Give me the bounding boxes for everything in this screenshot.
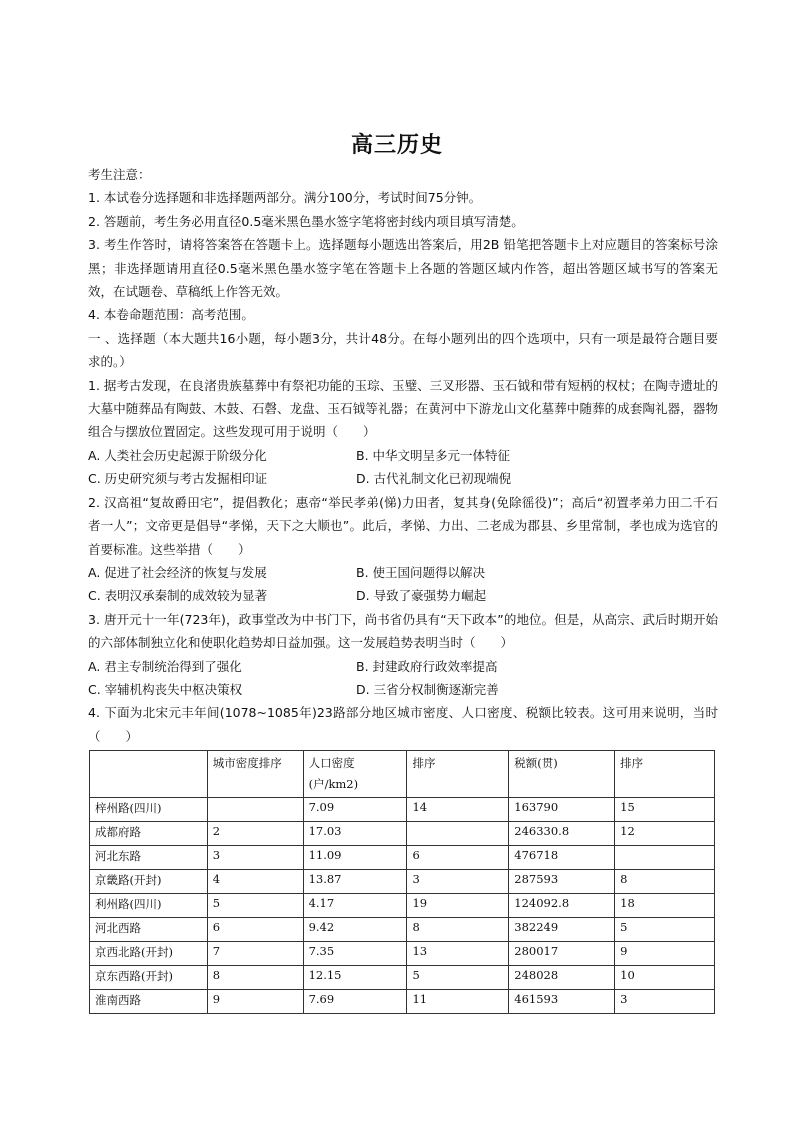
table-row — [90, 846, 715, 870]
table-cell: 7.09 — [303, 798, 407, 822]
option-b: B. 封建政府行政效率提高 — [356, 658, 498, 674]
notice-4: 4. 本卷命题范围：高考范围。 — [88, 307, 254, 323]
section-heading: 一 、选择题（本大题共16小题，每小题3分，共计48分。在每小题列出的四个选项中，只有一项是最符合题目要求的。） — [88, 330, 718, 370]
table-cell: 京东西路(开封) — [90, 966, 208, 990]
table-cell: 6 — [407, 846, 509, 870]
table-row — [90, 798, 715, 822]
option-c: C. 历史研究须与考古发掘相印证 — [88, 471, 268, 487]
table-cell: 9.42 — [303, 918, 407, 942]
option-d: D. 三省分权制衡逐渐完善 — [356, 681, 499, 697]
table-cell: 成都府路 — [90, 822, 208, 846]
table-cell: 6 — [207, 918, 303, 942]
table-cell: 5 — [207, 894, 303, 918]
table-cell: 248028 — [509, 966, 615, 990]
table-cell: 7 — [207, 942, 303, 966]
notice-1: 1. 本试卷分选择题和非选择题两部分。满分100分，考试时间75分钟。 — [88, 190, 482, 206]
table-row — [90, 822, 715, 846]
table-cell: 246330.8 — [509, 822, 615, 846]
table-header-row — [90, 751, 715, 798]
table-cell: 461593 — [509, 990, 615, 1014]
table-cell: 8 — [615, 870, 715, 894]
page-title: 高三历史 — [350, 133, 443, 158]
table-header-cell: 排序 — [615, 751, 715, 798]
table-row — [90, 870, 715, 894]
table-header-cell: 城市密度排序 — [207, 751, 303, 798]
table-row — [90, 990, 715, 1014]
table-cell: 河北东路 — [90, 846, 208, 870]
table-cell: 124092.8 — [509, 894, 615, 918]
question-3-stem: 3. 唐开元十一年(723年)，政事堂改为中书门下，尚书省仍具有“天下政本”的地位。但是，从高宗、武后时期开始的六部体制独立化和使职化趋势却日益加强。这一发展趋势表明当时（ ） — [88, 611, 718, 651]
table-cell: 7.69 — [303, 990, 407, 1014]
table-cell: 287593 — [509, 870, 615, 894]
table-cell: 14 — [407, 798, 509, 822]
table-cell: 9 — [207, 990, 303, 1014]
table-cell: 8 — [207, 966, 303, 990]
table-cell: 15 — [615, 798, 715, 822]
table-cell: 2 — [207, 822, 303, 846]
table-cell: 5 — [615, 918, 715, 942]
table-cell: 19 — [407, 894, 509, 918]
option-b: B. 使王国问题得以解决 — [356, 564, 486, 580]
table-cell: 河北西路 — [90, 918, 208, 942]
table-cell: 3 — [407, 870, 509, 894]
table-cell: 11.09 — [303, 846, 407, 870]
table-cell: 17.03 — [303, 822, 407, 846]
option-a: A. 促进了社会经济的恢复与发展 — [88, 564, 267, 580]
table-row — [90, 918, 715, 942]
table-cell: 280017 — [509, 942, 615, 966]
table-cell: 4 — [207, 870, 303, 894]
table-cell: 13 — [407, 942, 509, 966]
table-header-cell: 排序 — [407, 751, 509, 798]
option-c: C. 表明汉承秦制的成效较为显著 — [88, 588, 268, 604]
table-row — [90, 942, 715, 966]
table-cell: 梓州路(四川) — [90, 798, 208, 822]
exam-content — [88, 163, 718, 1014]
table-cell: 18 — [615, 894, 715, 918]
table-cell — [615, 846, 715, 870]
table-cell: 10 — [615, 966, 715, 990]
table-cell: 382249 — [509, 918, 615, 942]
data-table — [89, 750, 715, 1014]
option-a: A. 君主专制统治得到了强化 — [88, 658, 242, 674]
question-4-stem: 4. 下面为北宋元丰年间(1078~1085年)23路部分地区城市密度、人口密度、税额比较表。这可用来说明，当时（ ） — [88, 705, 718, 744]
option-d: D. 导致了豪强势力崛起 — [356, 588, 487, 604]
question-2-options-row-1 — [88, 561, 718, 584]
table-cell: 利州路(四川) — [90, 894, 208, 918]
table-cell: 京畿路(开封) — [90, 870, 208, 894]
table-cell: 11 — [407, 990, 509, 1014]
table-row — [90, 966, 715, 990]
question-1-options-row-2 — [88, 467, 718, 490]
table-cell: 淮南西路 — [90, 990, 208, 1014]
question-2-stem: 2. 汉高祖“复故爵田宅”，提倡教化；惠帝“举民孝弟(悌)力田者，复其身(免除徭役)”；高后“初置孝弟力田二千石者一人”；文帝更是倡导“孝悌，天下之大顺也”。此后，孝悌、力出、二老成为郡县、乡里常制，孝也成为选官的首要标准。这些举措（ ） — [88, 494, 718, 557]
table-cell — [207, 798, 303, 822]
question-2-options-row-2 — [88, 584, 718, 607]
table-cell: 7.35 — [303, 942, 407, 966]
table-cell: 12 — [615, 822, 715, 846]
option-c: C. 宰辅机构丧失中枢决策权 — [88, 681, 243, 697]
question-3-options-row-2 — [88, 678, 718, 701]
table-cell: 476718 — [509, 846, 615, 870]
option-a: A. 人类社会历史起源于阶级分化 — [88, 447, 267, 463]
table-cell: 163790 — [509, 798, 615, 822]
table-cell: 13.87 — [303, 870, 407, 894]
table-cell: 京西北路(开封) — [90, 942, 208, 966]
option-d: D. 古代礼制文化已初现端倪 — [356, 471, 512, 487]
question-1-stem: 1. 据考古发现，在良渚贵族墓葬中有祭祀功能的玉琮、玉璧、三叉形器、玉石钺和带有短柄的权杖；在陶寺遗址的大墓中随葬品有陶鼓、木鼓、石磬、龙盘、玉石钺等礼器；在黄河中下游龙山文化墓葬中随葬的成套陶礼器，器物组合与摆放位置固定。这些发现可用于说明（ ） — [88, 377, 718, 440]
table-cell: 8 — [407, 918, 509, 942]
question-1-options-row-1 — [88, 444, 718, 467]
table-cell — [407, 822, 509, 846]
table-cell: 3 — [615, 990, 715, 1014]
table-cell: 9 — [615, 942, 715, 966]
notice-2: 2. 答题前，考生务必用直径0.5毫米黑色墨水签字笔将密封线内项目填写清楚。 — [88, 213, 524, 229]
table-cell: 12.15 — [303, 966, 407, 990]
table-cell: 4.17 — [303, 894, 407, 918]
table-cell: 3 — [207, 846, 303, 870]
question-3-options-row-1 — [88, 655, 718, 678]
table-cell: 5 — [407, 966, 509, 990]
table-header-cell — [90, 751, 208, 798]
option-b: B. 中华文明呈多元一体特征 — [356, 447, 511, 463]
table-row — [90, 894, 715, 918]
notice-3: 3. 考生作答时，请将答案答在答题卡上。选择题每小题选出答案后，用2B 铅笔把答题卡上对应题目的答案标号涂黑；非选择题请用直径0.5毫米黑色墨水签字笔在答题卡上各题的答题区域内作答，超出答题区域书写的答案无效，在试题卷、草稿纸上作答无效。 — [88, 237, 718, 300]
table-header-cell: 税额(贯) — [509, 751, 615, 798]
notice-heading: 考生注意： — [88, 167, 151, 182]
table-header-cell: 人口密度(户/km2) — [303, 751, 407, 798]
